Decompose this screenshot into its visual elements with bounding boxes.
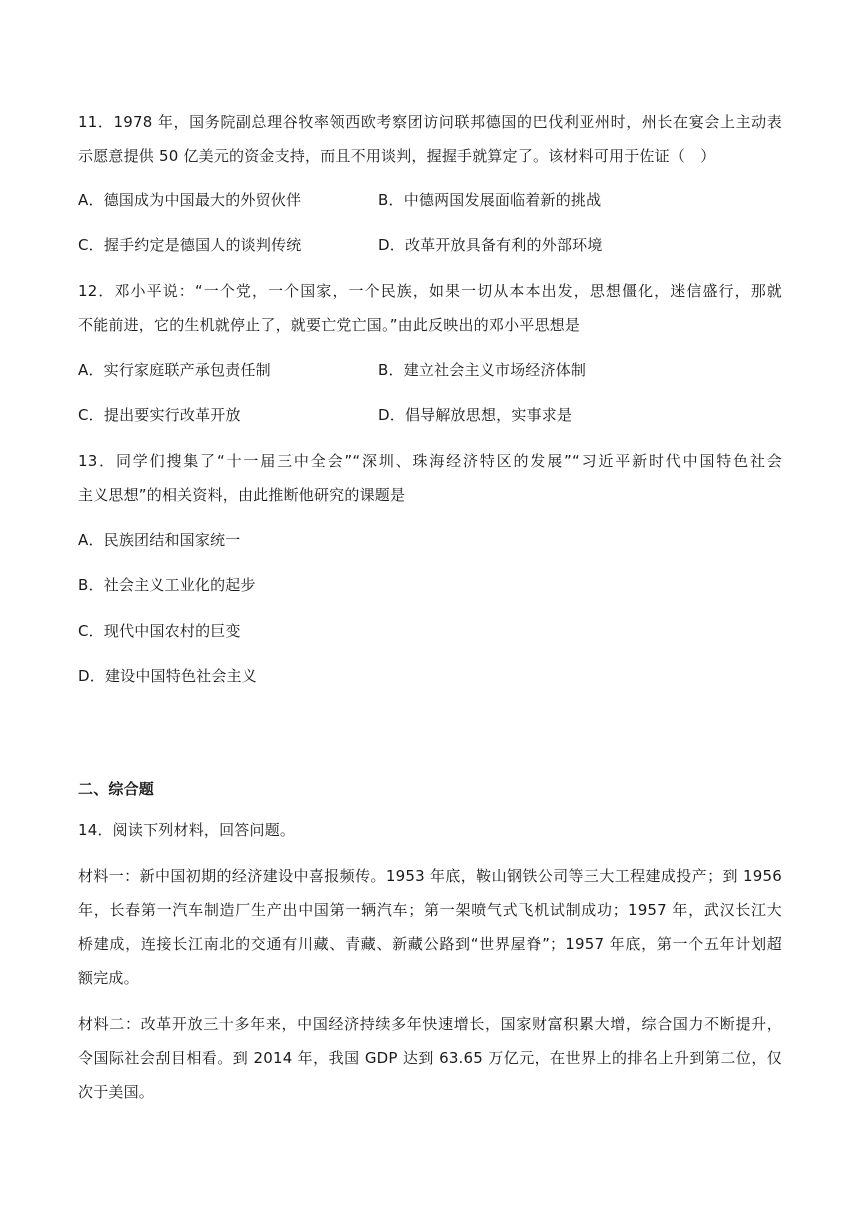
q12-option-d: D．倡导解放思想，实事求是 bbox=[378, 406, 573, 424]
q12-option-b: B．建立社会主义市场经济体制 bbox=[378, 361, 587, 379]
q13-option-d: D．建设中国特色社会主义 bbox=[78, 667, 257, 685]
q14-material1-line-2: 年，长春第一汽车制造厂生产出中国第一辆汽车；第一架喷气式飞机试制成功；1957 年，武汉长江大 bbox=[78, 901, 782, 919]
q13-stem-line-2: 主义思想”的相关资料，由此推断他研究的课题是 bbox=[78, 486, 406, 504]
q14-material2-line-3: 次于美国。 bbox=[78, 1083, 155, 1101]
q11-option-a: A．德国成为中国最大的外贸伙伴 bbox=[78, 191, 302, 209]
q14-material2-line-1: 材料二：改革开放三十多年来，中国经济持续多年快速增长，国家财富积累大增，综合国力不断提升， bbox=[78, 1015, 782, 1033]
q13-option-c: C．现代中国农村的巨变 bbox=[78, 622, 241, 640]
q12-option-a: A．实行家庭联产承包责任制 bbox=[78, 361, 271, 379]
q11-option-b: B．中德两国发展面临着新的挑战 bbox=[378, 191, 602, 209]
q12-option-c: C．提出要实行改革开放 bbox=[78, 406, 241, 424]
q11-stem-line-2: 示愿意提供 50 亿美元的资金支持，而且不用谈判，握握手就算定了。该材料可用于佐证（ ） bbox=[78, 147, 716, 165]
q13-option-b: B．社会主义工业化的起步 bbox=[78, 576, 256, 594]
q14-intro: 14．阅读下列材料，回答问题。 bbox=[78, 821, 296, 839]
q12-stem-line-1: 12．邓小平说：“一个党，一个国家，一个民族，如果一切从本本出发，思想僵化，迷信盛行，那就 bbox=[78, 282, 782, 300]
q14-material2-line-2: 令国际社会刮目相看。到 2014 年，我国 GDP 达到 63.65 万亿元，在世界上的排名上升到第二位，仅 bbox=[78, 1049, 782, 1067]
q12-stem-line-2: 不能前进，它的生机就停止了，就要亡党亡国。”由此反映出的邓小平思想是 bbox=[78, 316, 581, 334]
q14-material1-line-4: 额完成。 bbox=[78, 969, 139, 987]
section-title: 二、综合题 bbox=[78, 780, 155, 798]
q13-option-a: A．民族团结和国家统一 bbox=[78, 531, 241, 549]
q11-option-d: D．改革开放具备有利的外部环境 bbox=[378, 236, 603, 254]
q13-stem-line-1: 13．同学们搜集了“十一届三中全会”“深圳、珠海经济特区的发展”“习近平新时代中国特色社会 bbox=[78, 452, 782, 470]
q11-option-c: C．握手约定是德国人的谈判传统 bbox=[78, 236, 302, 254]
q14-material1-line-3: 桥建成，连接长江南北的交通有川藏、青藏、新藏公路到“世界屋脊”；1957 年底，第一个五年计划超 bbox=[78, 935, 782, 953]
q11-stem-line-1: 11．1978 年，国务院副总理谷牧率领西欧考察团访问联邦德国的巴伐利亚州时，州长在宴会上主动表 bbox=[78, 113, 782, 131]
q14-material1-line-1: 材料一：新中国初期的经济建设中喜报频传。1953 年底，鞍山钢铁公司等三大工程建成投产；到 1956 bbox=[78, 867, 782, 885]
